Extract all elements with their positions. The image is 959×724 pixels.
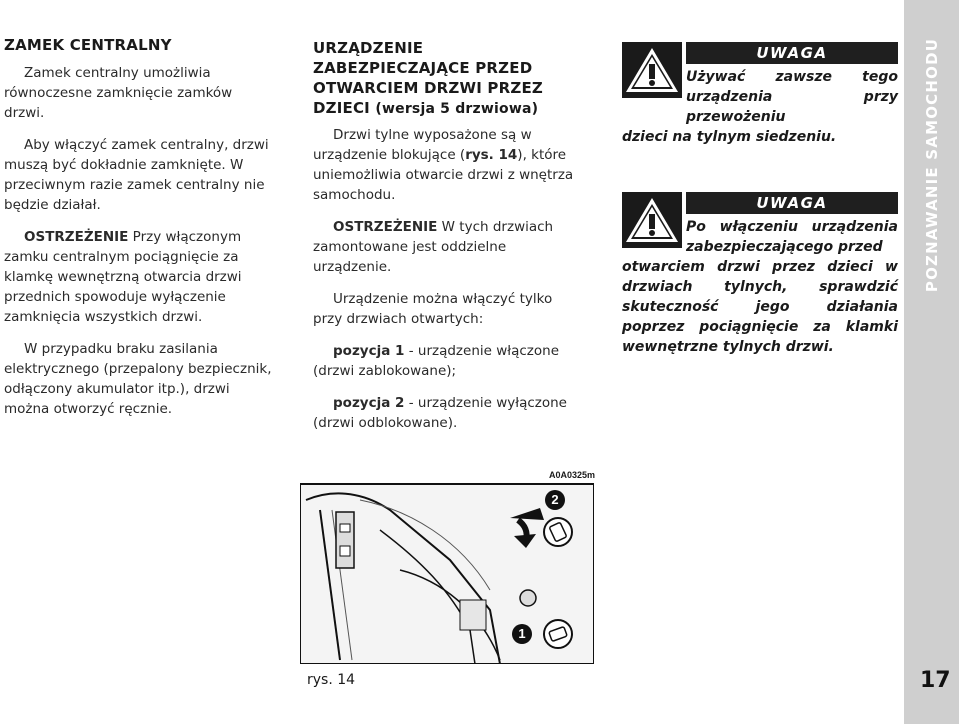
warning-icon	[622, 42, 682, 98]
warning-text-first: Po włączeniu urządzenia zabezpieczającego przed	[686, 219, 898, 255]
paragraph: Zamek centralny umożliwia równoczesne zamknięcie zamków drzwi.	[4, 65, 233, 121]
paragraph: Aby włączyć zamek centralny, drzwi muszą być dokładnie zamknięte. W przeciwnym razie zamek centralny nie będzie działał.	[4, 137, 269, 213]
section-title	[313, 38, 583, 119]
position-1-paragraph	[313, 341, 583, 381]
figure-caption: rys. 14	[307, 672, 356, 688]
marker-1-label: 1	[518, 626, 526, 641]
paragraph	[313, 125, 583, 205]
text: ), które uniemożliwia otwarcie drzwi z wnętrza samochodu.	[313, 147, 574, 203]
door-lock-illustration	[300, 470, 594, 664]
page-number: 17	[920, 668, 951, 693]
position-keyword: pozycja 1	[333, 343, 405, 359]
warning-header: UWAGA	[686, 192, 898, 214]
section-title: ZAMEK CENTRALNY	[4, 36, 172, 54]
warning-paragraph	[313, 217, 583, 277]
figure-reference: rys. 14	[465, 147, 518, 163]
chapter-label-text: POZNAWANIE SAMOCHODU	[922, 37, 941, 293]
figure-code: A0A0325m	[549, 470, 596, 480]
section-subtitle: (wersja 5 drzwiowa)	[375, 101, 539, 117]
position-keyword: pozycja 2	[333, 395, 405, 411]
position-text: - urządzenie wyłączone (drzwi odblokowane).	[313, 395, 567, 431]
warning-box-2	[622, 192, 898, 357]
warning-keyword: OSTRZEŻENIE	[333, 219, 438, 235]
section-title-text: URZĄDZENIE ZABEZPIECZAJĄCE PRZED OTWARCIEM DRZWI PRZEZ DZIECI	[313, 39, 543, 117]
warning-header: UWAGA	[686, 42, 898, 64]
warning-text-rest: dzieci na tylnym siedzeniu.	[622, 129, 837, 145]
warning-text: Przy włączonym zamku centralnym pociągnięcie za klamkę wewnętrzną otwarcia drzwi przednich spowoduje wyłączenie zamknięcia wszystkich drzwi.	[4, 229, 242, 325]
warning-keyword: OSTRZEŻENIE	[24, 229, 129, 245]
warning-icon	[622, 192, 682, 248]
paragraph: W przypadku braku zasilania elektrycznego (przepalony bezpiecznik, odłączony akumulator itp.), drzwi można otworzyć ręcznie.	[4, 341, 272, 417]
column-central-lock	[4, 36, 274, 431]
warning-box-1	[622, 42, 898, 147]
paragraph: Urządzenie można włączyć tylko przy drzwiach otwartych:	[313, 291, 553, 327]
warning-text-first: Używać zawsze tego urządzenia przy przewożeniu	[686, 69, 898, 125]
position-text: - urządzenie włączone (drzwi zablokowane);	[313, 343, 560, 379]
column-warnings	[622, 42, 898, 402]
warning-paragraph	[4, 227, 274, 327]
warning-text-rest: otwarciem drzwi przez dzieci w drzwiach tylnych, sprawdzić skuteczność jego działania poprzez pociągnięcie za klamki wewnętrzne tylnych drzwi.	[622, 259, 898, 355]
warning-text: W tych drzwiach zamontowane jest oddzielne urządzenie.	[313, 219, 554, 275]
marker-2-label: 2	[551, 492, 559, 507]
position-2-paragraph	[313, 393, 583, 433]
column-child-lock	[313, 38, 583, 445]
chapter-label	[904, 0, 959, 400]
text: Drzwi tylne wyposażone są w urządzenie blokujące (	[313, 127, 532, 163]
